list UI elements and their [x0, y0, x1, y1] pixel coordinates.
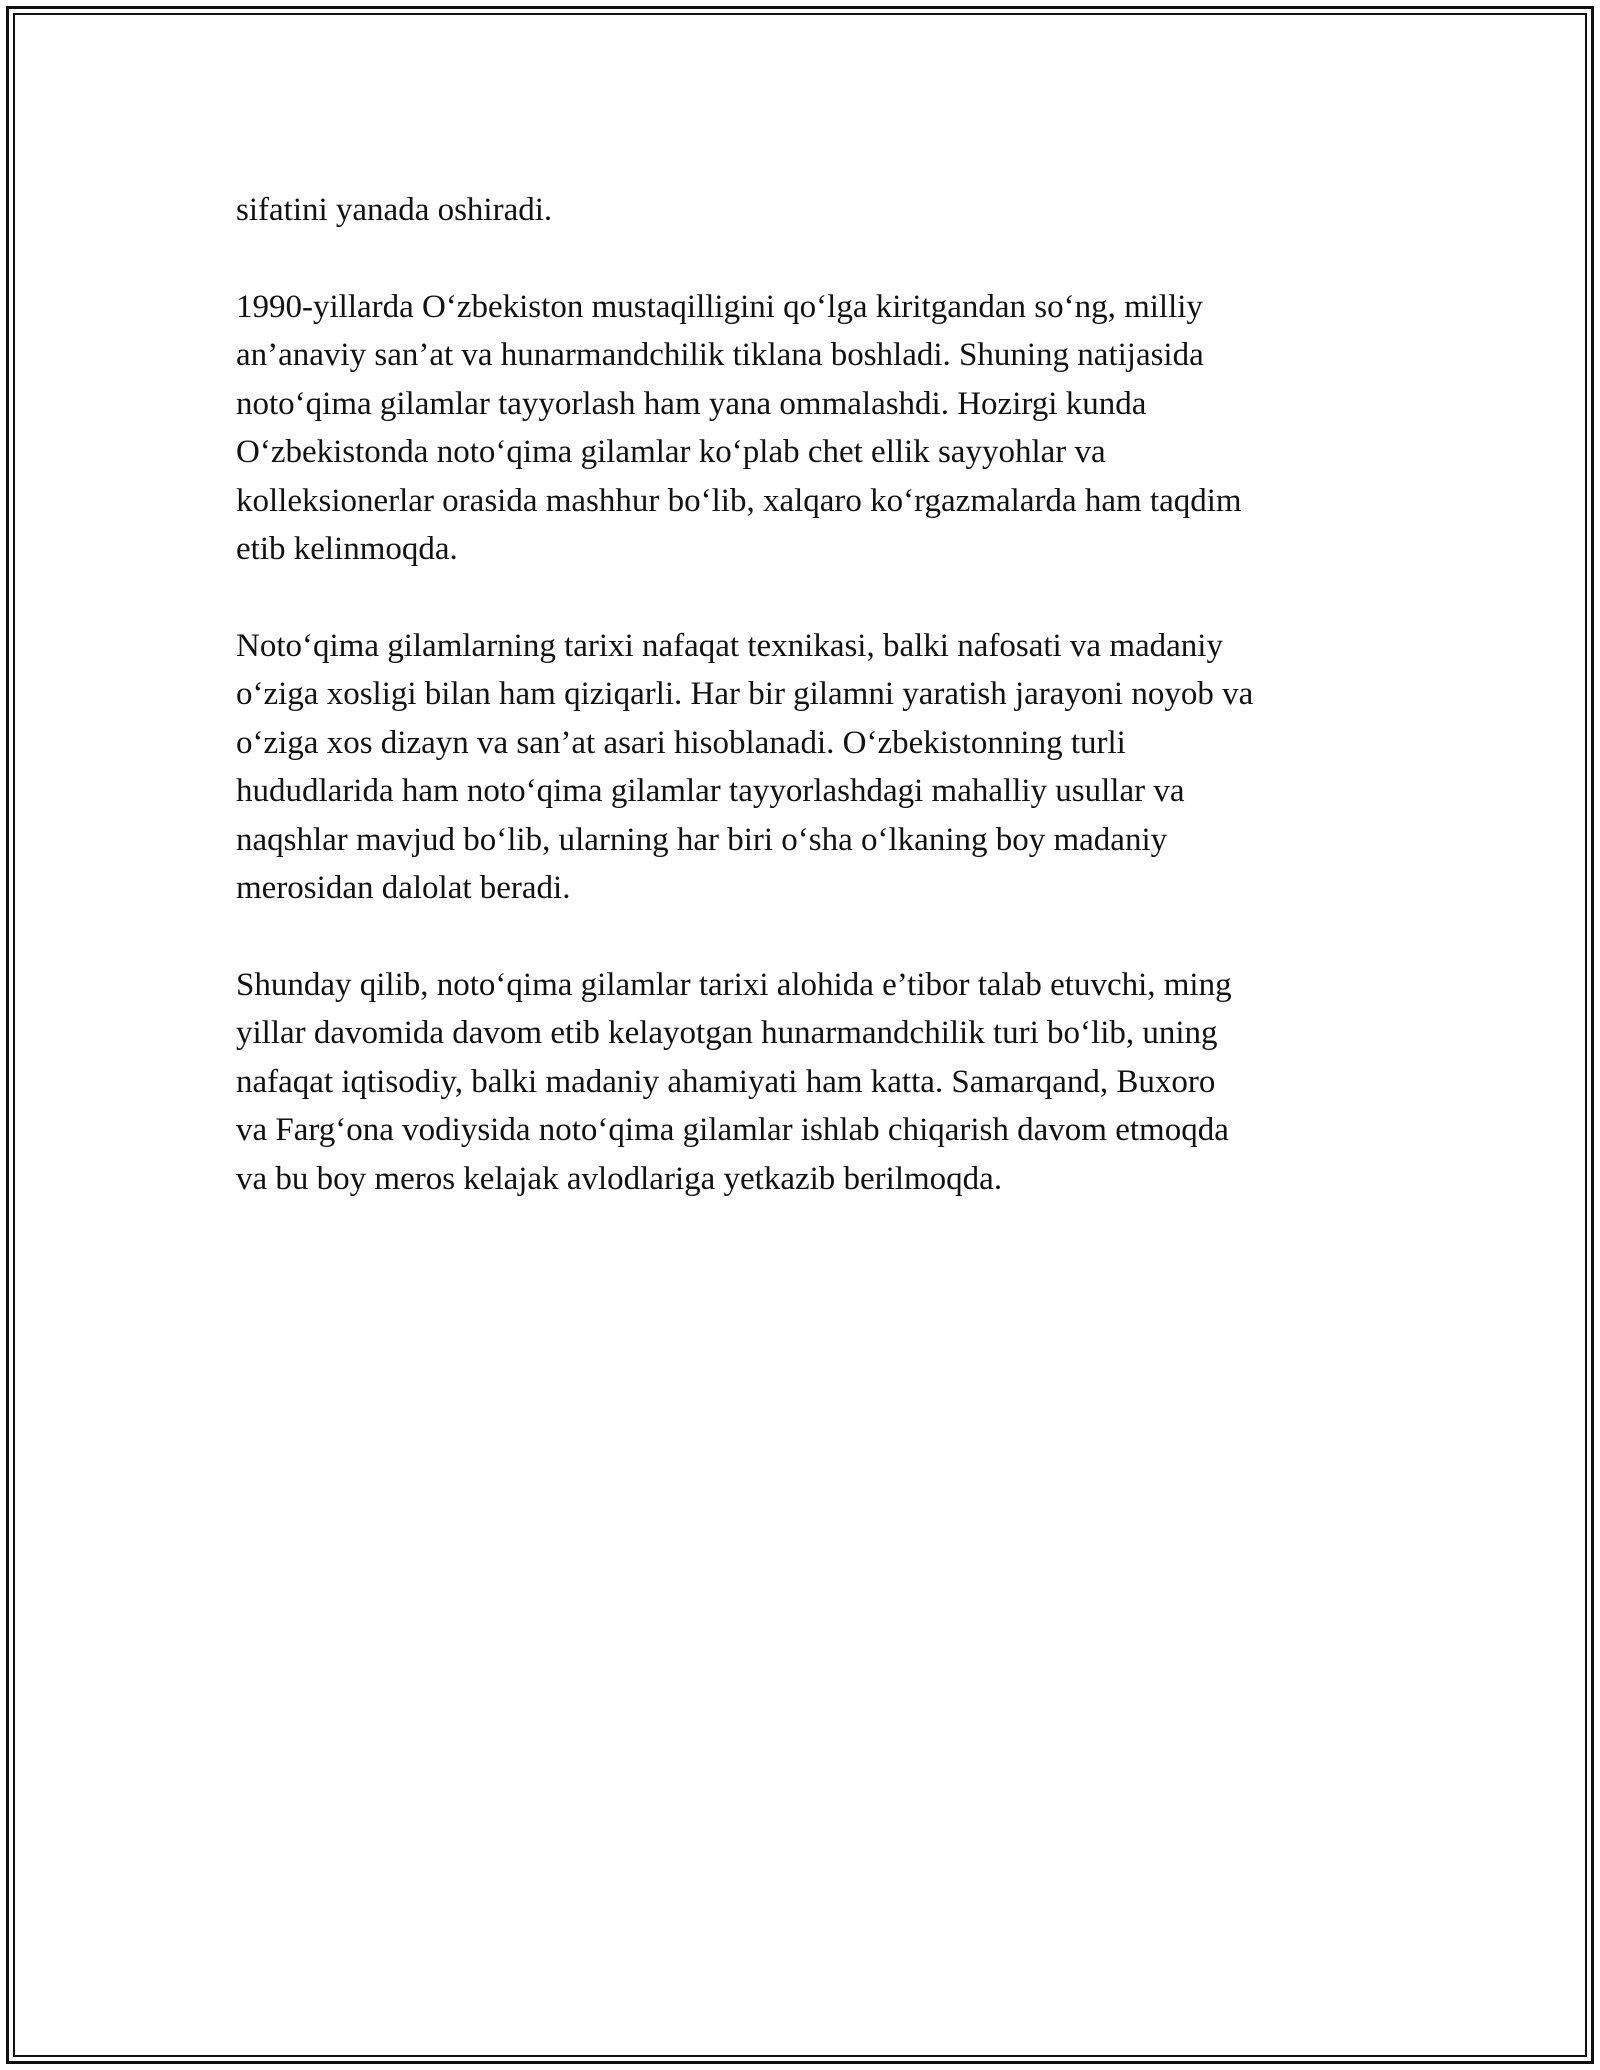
text-line: nafaqat iqtisodiy, balki madaniy ahamiyati ham katta. Samarqand, Buxoro — [236, 1063, 1216, 1100]
text-line: 1990-yillarda O‘zbekiston mustaqilligini qo‘lga kiritgandan so‘ng, milliy — [236, 288, 1203, 325]
text-line: va Farg‘ona vodiysida noto‘qima gilamlar ishlab chiqarish davom etmoqda — [236, 1112, 1229, 1148]
text-line: yillar davomida davom etib kelayotgan hunarmandchilik turi bo‘lib, uning — [236, 1015, 1218, 1051]
text-line: etib kelinmoqda. — [236, 531, 458, 567]
paragraph-4 — [236, 961, 1376, 1204]
text-line: hududlarida ham noto‘qima gilamlar tayyorlashdagi mahalliy usullar va — [236, 773, 1185, 809]
text-line: Shunday qilib, noto‘qima gilamlar tarixi alohida e’tibor talab etuvchi, ming — [236, 966, 1232, 1003]
text-line: sifatini yanada oshiradi. — [236, 192, 553, 228]
text-line: o‘ziga xosligi bilan ham qiziqarli. Har bir gilamni yaratish jarayoni noyob va — [236, 676, 1254, 712]
text-line: noto‘qima gilamlar tayyorlash ham yana ommalashdi. Hozirgi kunda — [236, 385, 1147, 422]
text-line: o‘ziga xos dizayn va san’at asari hisoblanadi. O‘zbekistonning turli — [236, 724, 1126, 761]
paragraph-3 — [236, 622, 1376, 913]
document-body — [236, 186, 1376, 1251]
text-line: Noto‘qima gilamlarning tarixi nafaqat texnikasi, balki nafosati va madaniy — [236, 627, 1223, 664]
text-line: naqshlar mavjud bo‘lib, ularning har biri o‘sha o‘lkaning boy madaniy — [236, 821, 1168, 858]
text-line: merosidan dalolat beradi. — [236, 870, 571, 906]
text-line: an’anaviy san’at va hunarmandchilik tiklana boshladi. Shuning natijasida — [236, 337, 1204, 373]
text-line: O‘zbekistonda noto‘qima gilamlar ko‘plab chet ellik sayyohlar va — [236, 434, 1106, 470]
paragraph-1 — [236, 186, 1376, 235]
paragraph-2 — [236, 283, 1376, 574]
text-line: kolleksionerlar orasida mashhur bo‘lib, xalqaro ko‘rgazmalarda ham taqdim — [236, 482, 1242, 519]
text-line: va bu boy meros kelajak avlodlariga yetkazib berilmoqda. — [236, 1160, 1003, 1197]
